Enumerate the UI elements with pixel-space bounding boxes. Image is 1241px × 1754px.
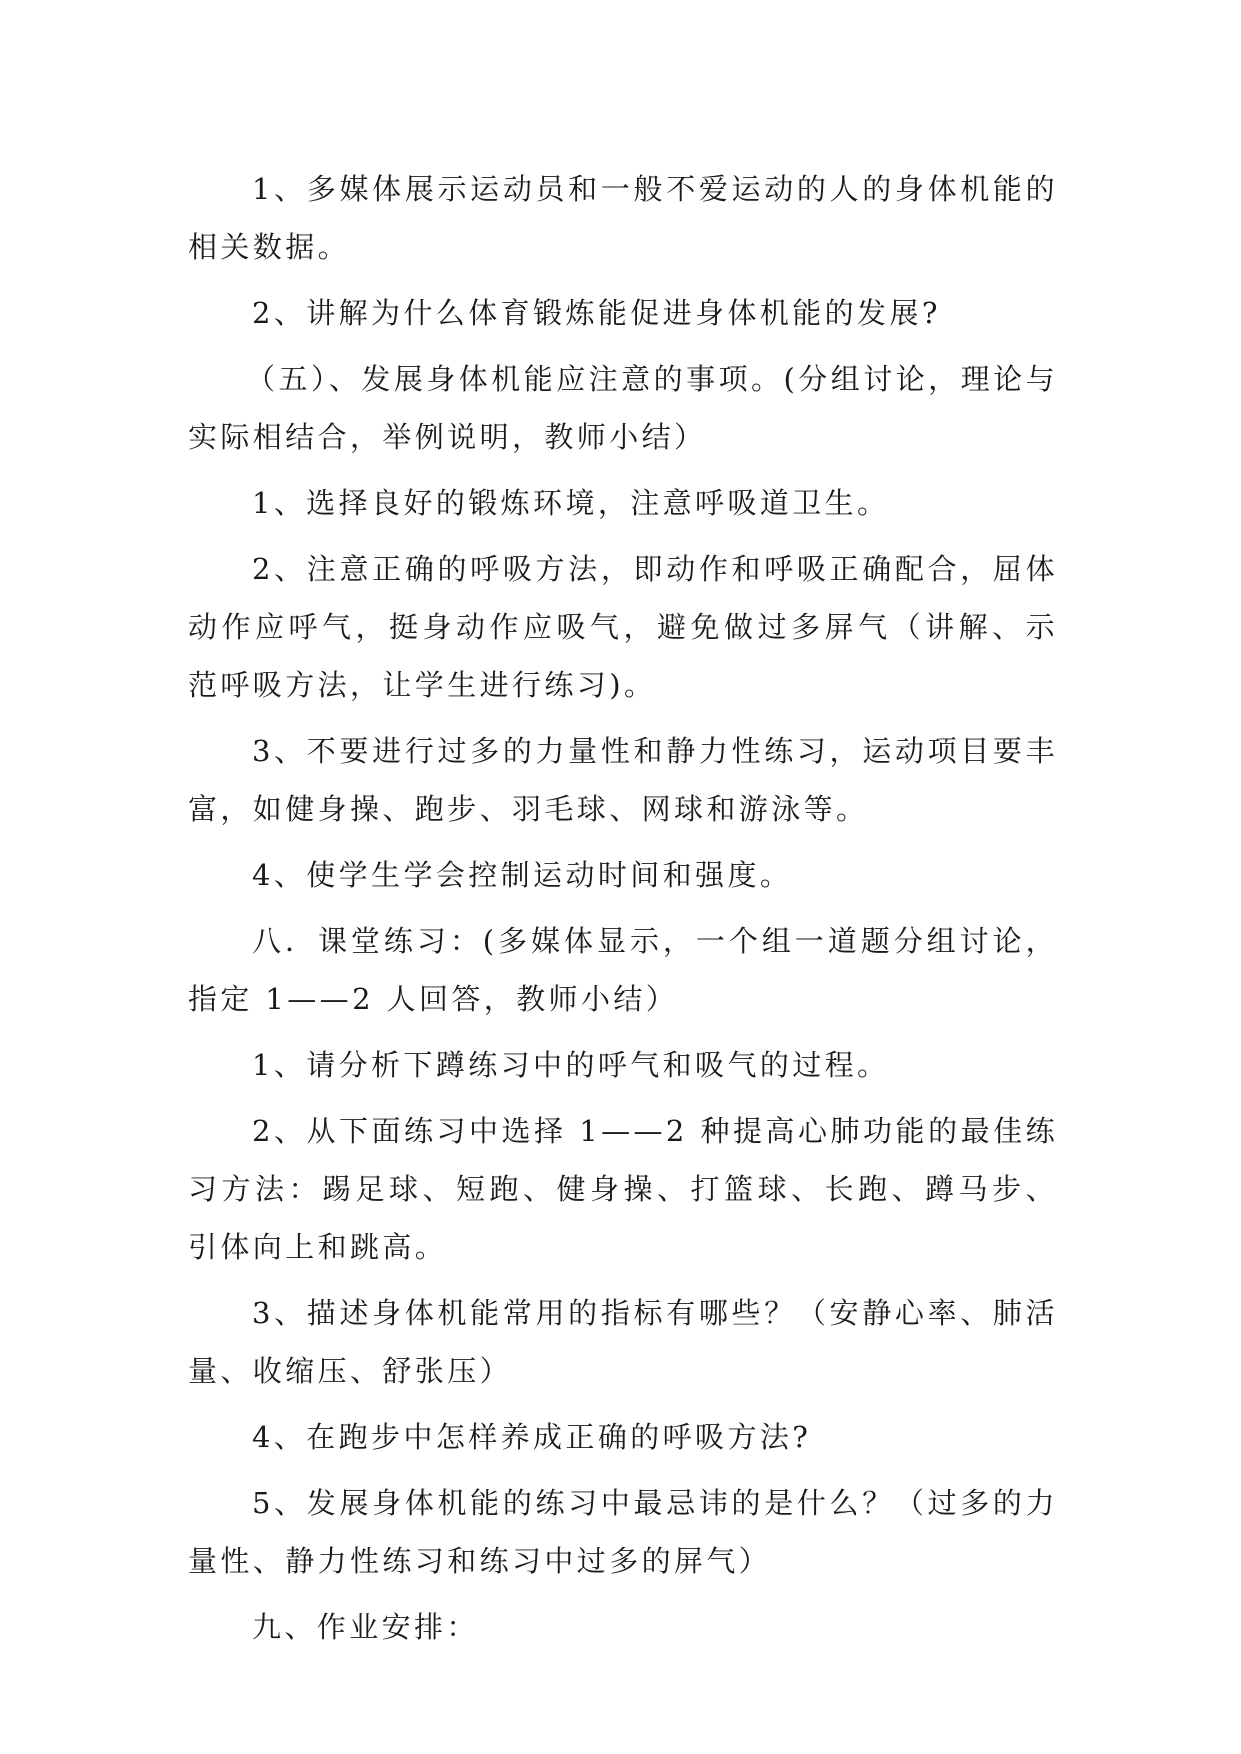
paragraph: 3、描述身体机能常用的指标有哪些？（安静心率、肺活量、收缩压、舒张压） [188,1296,1058,1388]
paragraph: 4、使学生学会控制运动时间和强度。 [252,858,793,892]
paragraph: 5、发展身体机能的练习中最忌讳的是什么？（过多的力量性、静力性练习和练习中过多的屏气） [188,1486,1058,1578]
section-heading-nine: 九、作业安排： [252,1610,479,1644]
paragraph: 1、多媒体展示运动员和一般不爱运动的人的身体机能的相关数据。 [188,172,1058,264]
section-heading-five: （五）、发展身体机能应注意的事项。(分组讨论，理论与实际相结合，举例说明，教师小结） [188,362,1058,454]
document-body [188,160,1058,1664]
paragraph: 1、请分析下蹲练习中的呼气和吸气的过程。 [252,1048,890,1082]
section-heading-eight: 八．课堂练习：(多媒体显示，一个组一道题分组讨论，指定 1——2 人回答，教师小结） [188,924,1058,1016]
paragraph: 3、不要进行过多的力量性和静力性练习，运动项目要丰富，如健身操、跑步、羽毛球、网球和游泳等。 [188,734,1058,826]
paragraph: 2、讲解为什么体育锻炼能促进身体机能的发展? [252,296,941,330]
paragraph: 2、注意正确的呼吸方法，即动作和呼吸正确配合，屈体动作应呼气，挺身动作应吸气，避免做过多屏气（讲解、示范呼吸方法，让学生进行练习)。 [188,552,1058,702]
paragraph: 1、选择良好的锻炼环境，注意呼吸道卫生。 [252,486,890,520]
paragraph: 2、从下面练习中选择 1——2 种提高心肺功能的最佳练习方法：踢足球、短跑、健身操、打篮球、长跑、蹲马步、引体向上和跳高。 [188,1114,1058,1264]
paragraph: 4、在跑步中怎样养成正确的呼吸方法? [252,1420,812,1454]
